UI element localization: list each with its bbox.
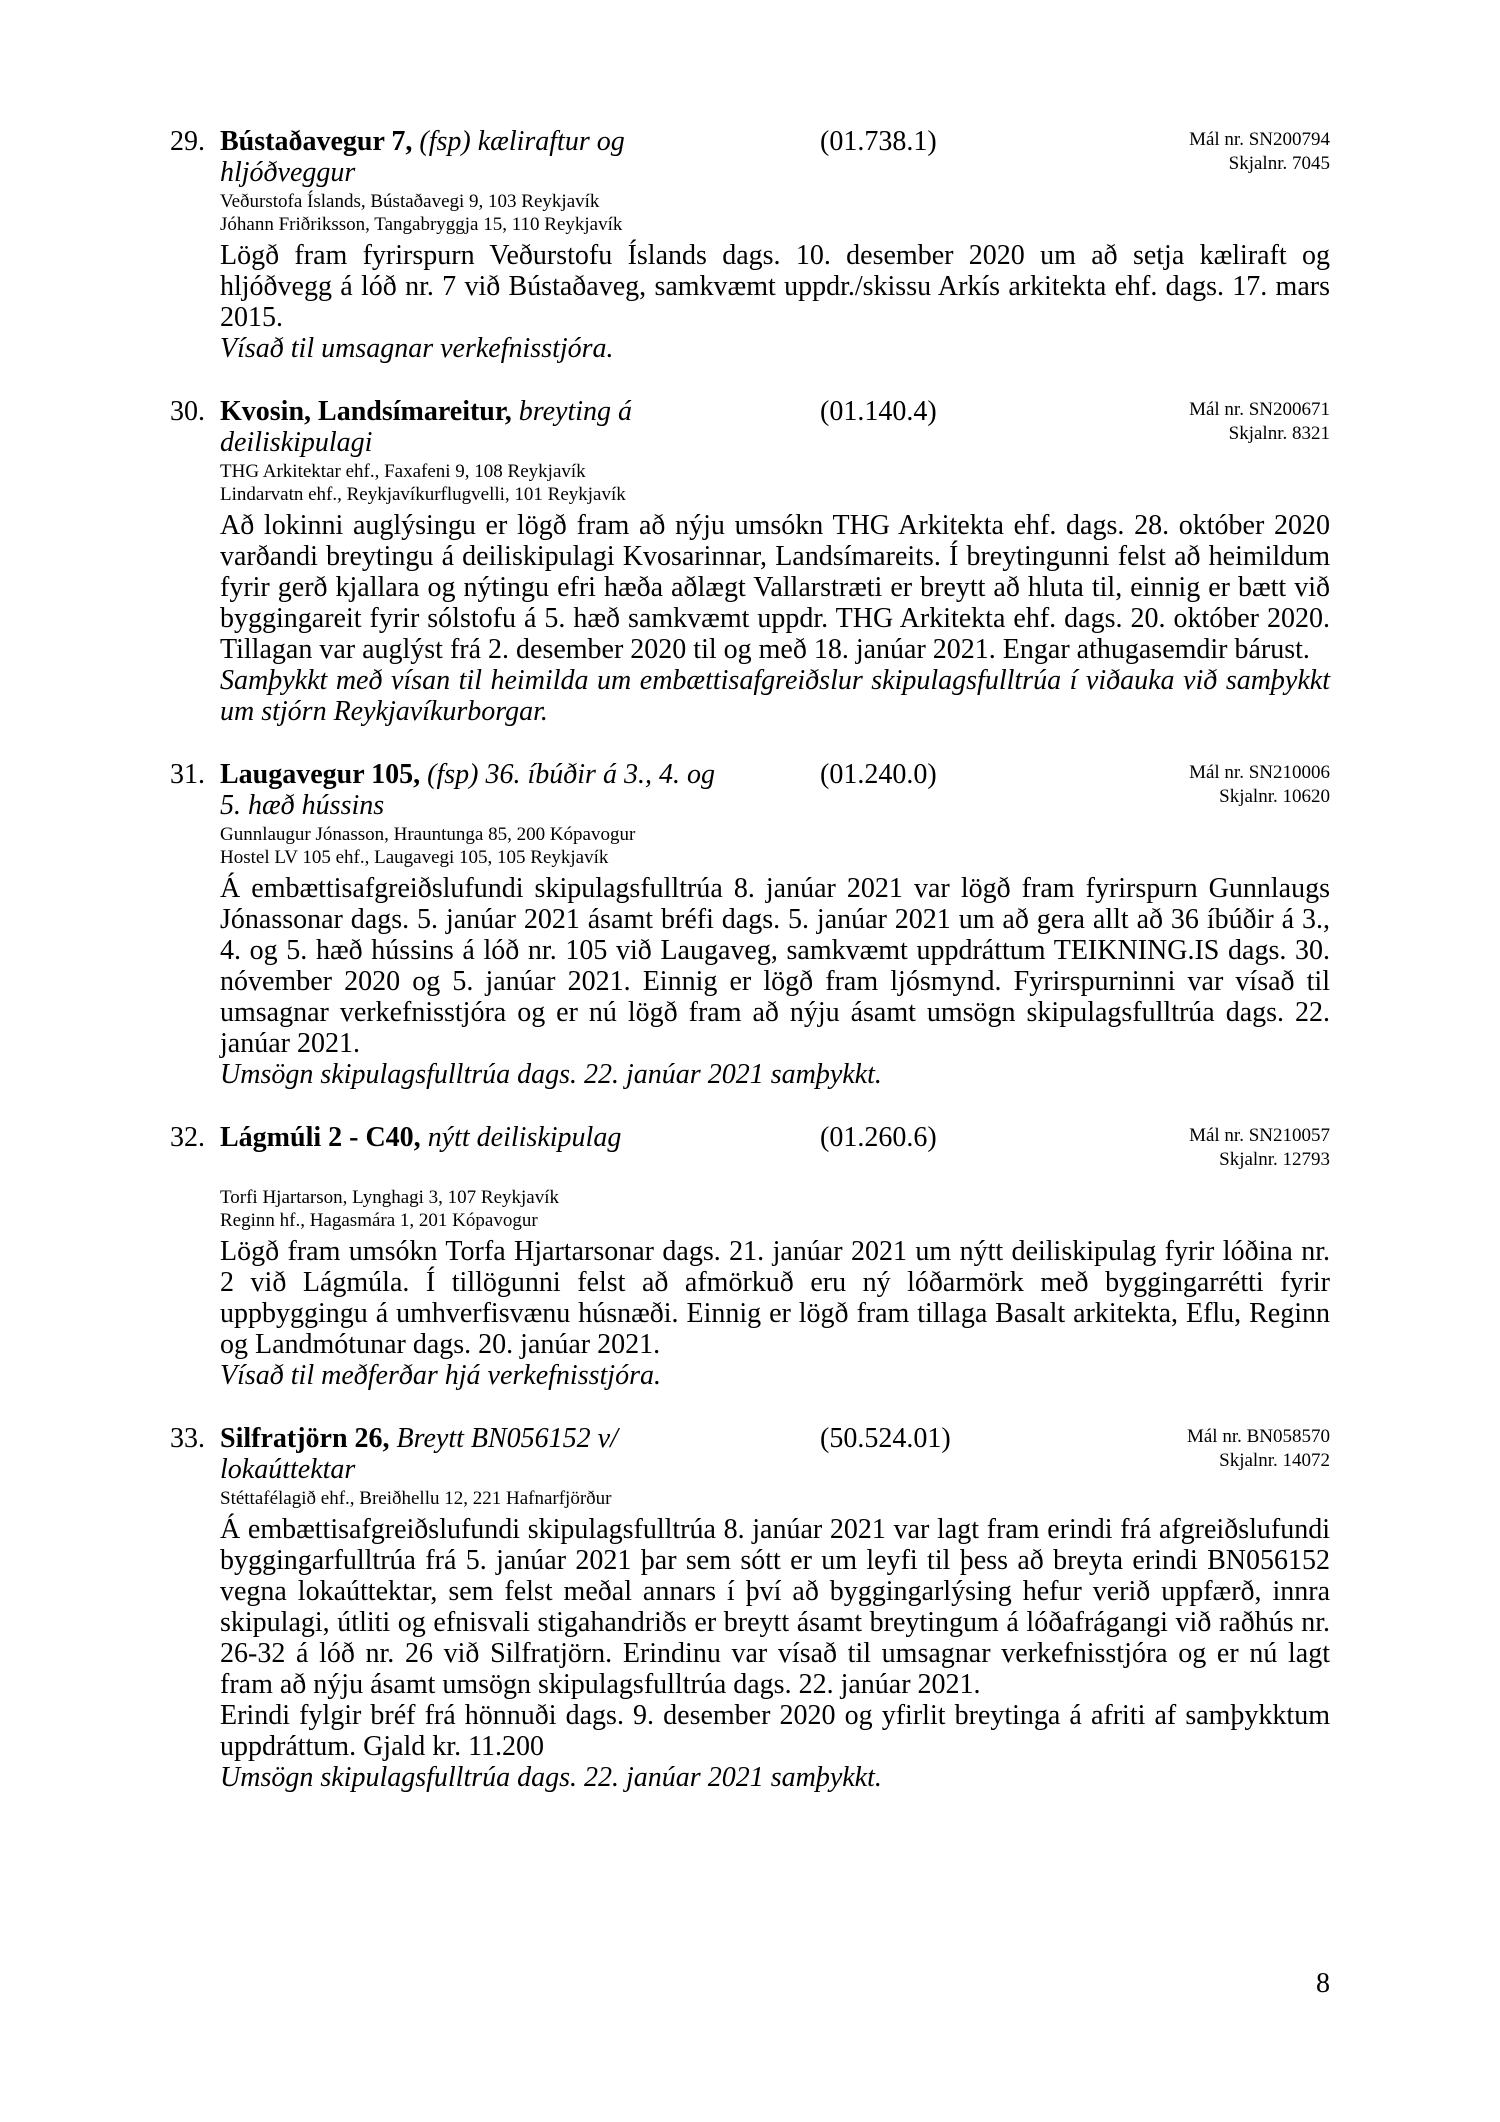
item-header (170, 759, 1330, 821)
applicants (220, 823, 1330, 869)
applicant-line: Jóhann Friðriksson, Tangabryggja 15, 110 Reykjavík (220, 214, 623, 235)
case-meta (1000, 126, 1330, 176)
item-number: 31. (170, 759, 205, 790)
decision-text: Umsögn skipulagsfulltrúa dags. 22. janúar 2021 samþykkt. (220, 1762, 882, 1793)
agenda-item-31 (170, 759, 1330, 1090)
title-subject: Breytt BN056152 v/ (396, 1423, 618, 1454)
body-paragraph: Á embættisafgreiðslufundi skipulagsfulltrúa 8. janúar 2021 var lögð fram fyrirspurn Gunnlaugs Jónassonar dags. 5. janúar 2021 ásamt bréfi dags. 5. janúar 2021 um að gera allt að 36 íbúðir á 3., 4. og 5. hæð hússins á lóð nr. 105 við Laugaveg, samkvæmt uppdráttum TEIKNING.IS dags. 30. nóvember 2020 og 5. janúar 2021. Einnig er lögð fram ljósmynd. Fyrirspurninni var vísað til umsagnar verkefnisstjóra og er nú lögð fram að nýju ásamt umsögn skipulagsfulltrúa dags. 22. janúar 2021. (220, 873, 1330, 1059)
document-number: Skjalnr. 14072 (1219, 1450, 1330, 1471)
page-number: 8 (1316, 1968, 1330, 1999)
item-header (170, 1423, 1330, 1485)
case-code: (50.524.01) (820, 1423, 951, 1454)
document-number: Skjalnr. 10620 (1219, 786, 1330, 807)
document-number: Skjalnr. 12793 (1219, 1149, 1330, 1170)
title-address: Lágmúli 2 - C40, (220, 1122, 421, 1153)
item-content (220, 1186, 1330, 1391)
case-number: Mál nr. BN058570 (1186, 1426, 1330, 1447)
document-number: Skjalnr. 7045 (1228, 153, 1330, 174)
agenda-item-29 (170, 126, 1330, 364)
title-address: Silfratjörn 26, (220, 1423, 390, 1454)
item-number: 30. (170, 396, 205, 427)
case-code: (01.260.6) (820, 1122, 937, 1153)
body-paragraph: Á embættisafgreiðslufundi skipulagsfulltrúa 8. janúar 2021 var lagt fram erindi frá afgreiðslufundi byggingarfulltrúa frá 5. janúar 2021 þar sem sótt er um leyfi til þess að breyta erindi BN056152 vegna lokaúttektar, sem felst meðal annars í því að byggingarlýsing hefur verið uppfærð, innra skipulagi, útliti og efnisvali stigahandriðs er breytt ásamt breytingum á lóðafrágangi við raðhús nr. 26-32 á lóð nr. 26 við Silfratjörn. Erindinu var vísað til umsagnar verkefnisstjóra og er nú lagt fram að nýju ásamt umsögn skipulagsfulltrúa dags. 22. janúar 2021. (220, 1514, 1330, 1700)
title-subject: nýtt deiliskipulag (427, 1122, 622, 1153)
item-number: 29. (170, 126, 205, 157)
body-paragraph: Að lokinni auglýsingu er lögð fram að nýju umsókn THG Arkitekta ehf. dags. 28. október 2020 varðandi breytingu á deiliskipulagi Kvosarinnar, Landsímareits. Í breytingunni felst að heimildum fyrir gerð kjallara og nýtingu efri hæða aðlægt Vallarstræti er breytt að hluta til, einnig er bætt við byggingareit fyrir sólstofu á 5. hæð samkvæmt uppdr. THG Arkitekta ehf. dags. 20. október 2020. Tillagan var auglýst frá 2. desember 2020 til og með 18. janúar 2021. Engar athugasemdir bárust. (220, 510, 1330, 665)
applicant-line: Gunnlaugur Jónasson, Hrauntunga 85, 200 Kópavogur (220, 824, 636, 845)
title-subject-line2: deiliskipulagi (220, 427, 373, 458)
case-meta (1000, 396, 1330, 446)
item-header (170, 396, 1330, 458)
decision-text: Samþykkt með vísan til heimilda um embættisafgreiðslur skipulagsfulltrúa í viðauka við samþykkt um stjórn Reykjavíkurborgar. (220, 665, 1330, 727)
title-subject-line2: 5. hæð hússins (220, 790, 385, 821)
item-title (220, 759, 820, 821)
case-meta (1000, 1122, 1330, 1172)
agenda-item-33 (170, 1423, 1330, 1793)
item-content (220, 460, 1330, 727)
applicants (220, 190, 1330, 236)
applicant-line: Hostel LV 105 ehf., Laugavegi 105, 105 Reykjavík (220, 847, 609, 868)
applicant-line: Lindarvatn ehf., Reykjavíkurflugvelli, 101 Reykjavík (220, 484, 626, 505)
decision-text: Vísað til umsagnar verkefnisstjóra. (220, 333, 614, 364)
case-code: (01.738.1) (820, 126, 937, 157)
item-header (170, 1122, 1330, 1184)
title-subject: (fsp) kæliraftur og (419, 126, 625, 157)
applicant-line: Reginn hf., Hagasmára 1, 201 Kópavogur (220, 1210, 538, 1231)
agenda-item-32 (170, 1122, 1330, 1391)
case-number: Mál nr. SN200671 (1189, 399, 1330, 420)
item-number: 33. (170, 1423, 205, 1454)
applicant-line: Torfi Hjartarson, Lynghagi 3, 107 Reykjavík (220, 1187, 560, 1208)
document-page (170, 126, 1330, 1825)
title-address: Bústaðavegur 7, (220, 126, 413, 157)
title-subject: breyting á (518, 396, 633, 427)
applicant-line: THG Arkitektar ehf., Faxafeni 9, 108 Reykjavík (220, 461, 586, 482)
applicant-line: Veðurstofa Íslands, Bústaðavegi 9, 103 Reykjavík (220, 191, 600, 212)
item-content (220, 823, 1330, 1090)
item-title (220, 126, 820, 188)
title-subject-line2 (220, 1153, 820, 1184)
case-meta (1000, 1423, 1330, 1473)
decision-text: Umsögn skipulagsfulltrúa dags. 22. janúar 2021 samþykkt. (220, 1059, 882, 1090)
applicants (220, 1186, 1330, 1232)
title-subject-line2: hljóðveggur (220, 157, 356, 188)
applicants (220, 460, 1330, 506)
item-title (220, 1423, 820, 1485)
case-meta (1000, 759, 1330, 809)
item-number: 32. (170, 1122, 205, 1153)
item-content (220, 190, 1330, 364)
body-paragraph: Lögð fram umsókn Torfa Hjartarsonar dags. 21. janúar 2021 um nýtt deiliskipulag fyrir lóðina nr. 2 við Lágmúla. Í tillögunni felst að afmörkuð eru ný lóðarmörk með byggingarrétti fyrir uppbyggingu á umhverfisvænu húsnæði. Einnig er lögð fram tillaga Basalt arkitekta, Eflu, Reginn og Landmótunar dags. 20. janúar 2021. (220, 1236, 1330, 1360)
title-subject-line2: lokaúttektar (220, 1454, 356, 1485)
title-subject: (fsp) 36. íbúðir á 3., 4. og (427, 759, 715, 790)
item-title (220, 1122, 820, 1184)
case-number: Mál nr. SN210057 (1189, 1125, 1330, 1146)
applicants (220, 1487, 1330, 1510)
title-address: Laugavegur 105, (220, 759, 421, 790)
item-header (170, 126, 1330, 188)
case-number: Mál nr. SN210006 (1189, 762, 1330, 783)
applicant-line: Stéttafélagið ehf., Breiðhellu 12, 221 Hafnarfjörður (220, 1488, 612, 1509)
agenda-item-30 (170, 396, 1330, 727)
title-address: Kvosin, Landsímareitur, (220, 396, 512, 427)
item-content (220, 1487, 1330, 1793)
item-title (220, 396, 820, 458)
body-paragraph: Erindi fylgir bréf frá hönnuði dags. 9. desember 2020 og yfirlit breytinga á afriti af samþykktum uppdráttum. Gjald kr. 11.200 (220, 1700, 1330, 1762)
case-code: (01.240.0) (820, 759, 937, 790)
case-code: (01.140.4) (820, 396, 937, 427)
document-number: Skjalnr. 8321 (1228, 423, 1330, 444)
case-number: Mál nr. SN200794 (1189, 129, 1330, 150)
decision-text: Vísað til meðferðar hjá verkefnisstjóra. (220, 1360, 661, 1391)
body-paragraph: Lögð fram fyrirspurn Veðurstofu Íslands dags. 10. desember 2020 um að setja kæliraft og hljóðvegg á lóð nr. 7 við Bústaðaveg, samkvæmt uppdr./skissu Arkís arkitekta ehf. dags. 17. mars 2015. (220, 240, 1330, 333)
